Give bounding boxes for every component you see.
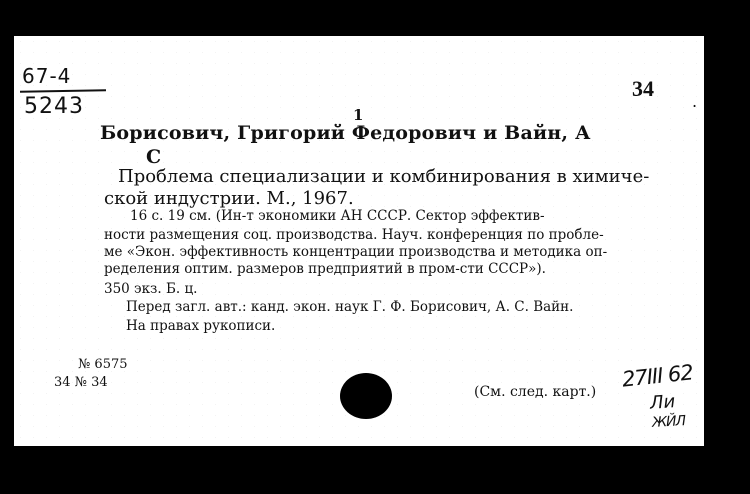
- handwritten-date: 27III 62: [620, 360, 694, 392]
- title-line-1: Проблема специализации и комбинирования в химиче-: [118, 166, 650, 187]
- handwritten-mark-2: ЖЙЛ: [651, 413, 686, 431]
- body-line-1: 16 с. 19 см. (Ин-т экономики АН СССР. Сектор эффектив-: [130, 208, 545, 224]
- body-line-5: 350 экз. Б. ц.: [104, 281, 198, 297]
- body-line-2: ности размещения соц. производства. Науч. конференция по пробле-: [104, 227, 604, 243]
- author-initial: С: [146, 146, 162, 168]
- accession-number: № 6575: [78, 357, 128, 372]
- body-line-7: На правах рукописи.: [126, 318, 276, 334]
- body-line-4: ределения оптим. размеров предприятий в пром-сти СССР»).: [104, 261, 546, 277]
- call-number-line2: 5243: [24, 94, 84, 119]
- title-line-2: ской индустрии. М., 1967.: [104, 188, 354, 209]
- author-heading: Борисович, Григорий Федорович и Вайн, А: [100, 122, 591, 144]
- call-number-underline: [20, 89, 106, 93]
- stray-mark: .: [692, 92, 698, 111]
- punch-hole: [340, 373, 392, 419]
- card-number: 34: [632, 76, 654, 101]
- catalog-card: [14, 36, 704, 446]
- handwritten-mark-1: Ли: [649, 391, 676, 414]
- body-line-6: Перед загл. авт.: канд. экон. наук Г. Ф. Борисович, А. С. Вайн.: [126, 299, 574, 315]
- call-number-line1: 67-4: [22, 64, 72, 88]
- body-line-3: ме «Экон. эффективность концентрации производства и методика оп-: [104, 244, 608, 260]
- sequence-number: 1: [353, 106, 364, 124]
- continued-note: (См. след. карт.): [474, 384, 597, 400]
- accession-shelf: 34 № 34: [54, 375, 108, 390]
